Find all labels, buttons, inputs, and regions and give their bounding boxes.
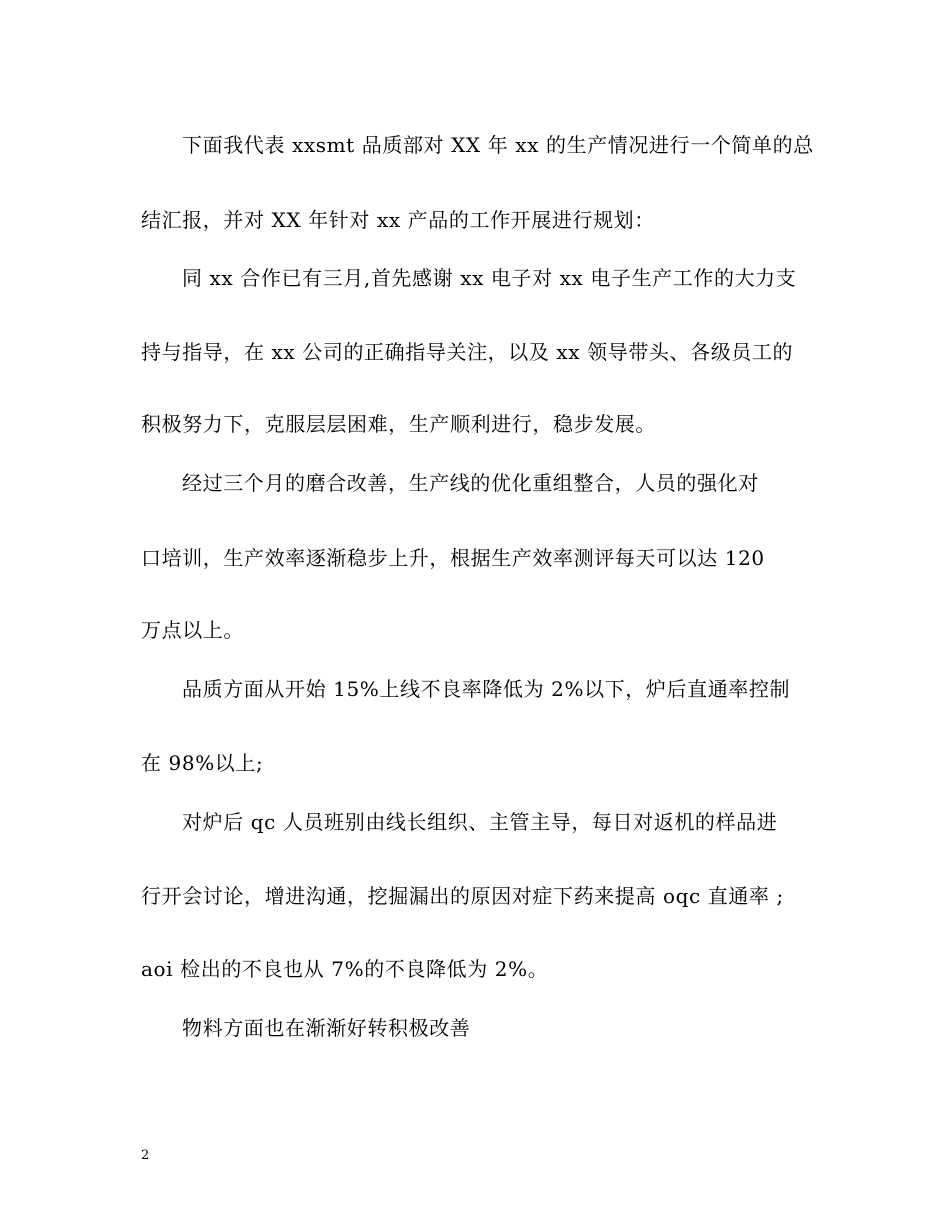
paragraph-5-line-1: 对炉后 qc 人员班别由线长组织、主管主导，每日对返机的样品进 (182, 810, 778, 834)
paragraph-2-line-2: 持与指导，在 xx 公司的正确指导关注，以及 xx 领导带头、各级员工的 (141, 340, 794, 364)
page-number: 2 (141, 1148, 150, 1163)
paragraph-4-line-1: 品质方面从开始 15%上线不良率降低为 2%以下，炉后直通率控制 (182, 677, 791, 701)
paragraph-3-line-3: 万点以上。 (141, 618, 244, 642)
paragraph-2-line-3: 积极努力下，克服层层困难，生产顺利进行，稳步发展。 (141, 412, 656, 436)
paragraph-3-line-1: 经过三个月的磨合改善，生产线的优化重组整合，人员的强化对 (182, 471, 759, 495)
paragraph-3-line-2: 口培训，生产效率逐渐稳步上升，根据生产效率测评每天可以达 120 (141, 546, 765, 570)
paragraph-5-line-2: 行开会讨论，增进沟通，挖掘漏出的原因对症下药来提高 oqc 直通率 ; (141, 884, 784, 908)
paragraph-5-line-3: aoi 检出的不良也从 7%的不良降低为 2%。 (141, 957, 549, 981)
paragraph-1-line-1: 下面我代表 xxsmt 品质部对 XX 年 xx 的生产情况进行一个简单的总 (182, 133, 814, 157)
paragraph-4-line-2: 在 98%以上; (141, 751, 264, 775)
paragraph-6-line-1: 物料方面也在渐渐好转积极改善 (182, 1016, 471, 1040)
paragraph-2-line-1: 同 xx 合作已有三月,首先感谢 xx 电子对 xx 电子生产工作的大力支 (182, 266, 797, 290)
paragraph-1-line-2: 结汇报，并对 XX 年针对 xx 产品的工作开展进行规划： (141, 208, 655, 232)
